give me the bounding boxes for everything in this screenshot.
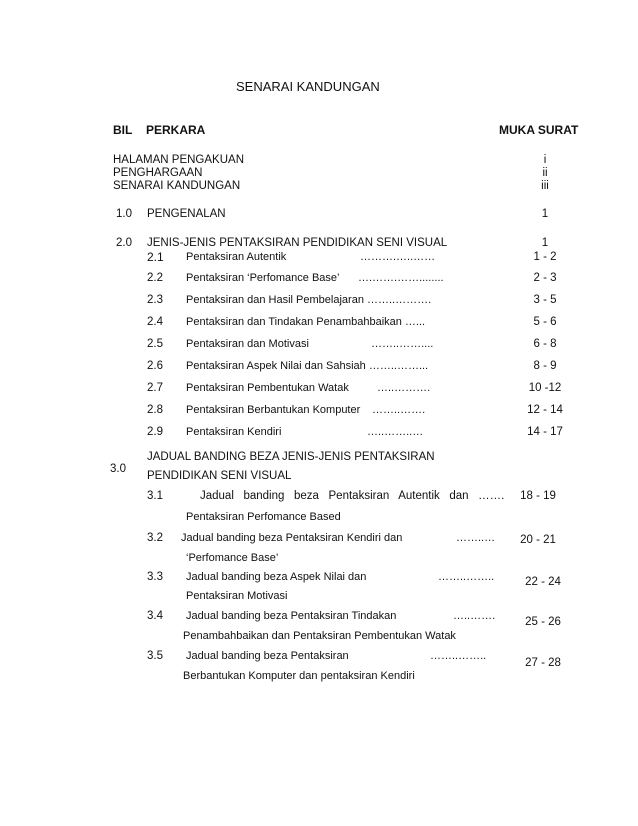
prelim-label: SENARAI KANDUNGAN: [113, 180, 241, 192]
item-number: 2.1: [147, 250, 164, 264]
section-page: 1: [541, 208, 549, 220]
item-leader-dots: …..…….: [453, 610, 496, 622]
item-page: 6 - 8: [533, 338, 557, 350]
section-number: 1.0: [116, 208, 132, 220]
section-title: PENGENALAN: [147, 208, 226, 220]
item-label: Jadual banding beza Pentaksiran Autentik dan …….: [200, 490, 505, 502]
item-page: 2 - 3: [533, 272, 557, 284]
section-title: JADUAL BANDING BEZA JENIS-JENIS PENTAKSIRAN: [147, 451, 435, 463]
item-page: 27 - 28: [525, 657, 561, 669]
item-label-line2: Pentaksiran Perfomance Based: [186, 511, 341, 523]
item-number: 2.7: [147, 382, 163, 394]
item-leader-dots: ……..……..: [430, 650, 487, 662]
section-number: 2.0: [116, 237, 132, 249]
header-muka-surat: MUKA SURAT: [499, 123, 579, 137]
item-page: 5 - 6: [533, 316, 557, 328]
item-leader-dots: …..……….: [377, 382, 431, 394]
header-bil: BIL: [113, 123, 133, 137]
item-number: 3.4: [147, 610, 163, 622]
item-label: Pentaksiran Pembentukan Watak: [186, 382, 349, 394]
item-page: 20 - 21: [520, 534, 556, 546]
item-number: 3.5: [147, 650, 163, 662]
item-number: 3.3: [147, 571, 163, 583]
item-label: Jadual banding beza Pentaksiran Tindakan: [186, 610, 397, 622]
item-label: Pentaksiran dan Hasil Pembelajaran ……..……….: [186, 294, 432, 306]
item-number: 2.8: [147, 404, 163, 416]
item-label: Pentaksiran Kendiri: [186, 426, 282, 438]
prelim-page: i: [543, 154, 547, 166]
item-label-line2: Berbantukan Komputer dan pentaksiran Kendiri: [183, 670, 415, 682]
item-page: 14 - 17: [527, 426, 563, 438]
prelim-label: PENGHARGAAN: [113, 167, 203, 179]
item-leader-dots: ……..……....: [371, 338, 434, 350]
section-number: 3.0: [110, 463, 126, 475]
item-leader-dots: ……….…..……: [360, 251, 436, 263]
item-page: 8 - 9: [533, 360, 557, 372]
item-label: Pentaksiran Aspek Nilai dan Sahsiah ……..……...: [186, 360, 429, 372]
section-title-line2: PENDIDIKAN SENI VISUAL: [147, 470, 292, 482]
prelim-page: ii: [542, 167, 548, 179]
item-label: Jadual banding beza Pentaksiran: [186, 650, 349, 662]
item-page: 22 - 24: [525, 576, 561, 588]
item-label: Pentaksiran Autentik: [186, 251, 287, 263]
item-label: Pentaksiran Berbantukan Komputer: [186, 404, 361, 416]
item-number: 2.4: [147, 316, 163, 328]
item-leader-dots: ……..…….: [372, 404, 426, 416]
item-label-line2: Pentaksiran Motivasi: [186, 590, 288, 602]
section-title: JENIS-JENIS PENTAKSIRAN PENDIDIKAN SENI VISUAL: [147, 237, 448, 249]
item-number: 2.9: [147, 426, 163, 438]
section-page: 1: [541, 237, 549, 249]
item-label: Pentaksiran dan Tindakan Penambahbaikan …...: [186, 316, 426, 328]
item-page: 18 - 19: [520, 490, 556, 502]
item-number: 2.5: [147, 338, 163, 350]
item-number: 2.3: [147, 294, 163, 306]
header-perkara: PERKARA: [146, 123, 206, 137]
item-page: 12 - 14: [527, 404, 563, 416]
item-leader-dots: ……..…: [456, 532, 496, 544]
prelim-page: iii: [541, 180, 549, 192]
item-label: Pentaksiran ‘Perfomance Base’: [186, 272, 340, 284]
item-page: 1 - 2: [533, 251, 557, 263]
item-label-line2: ‘Perfomance Base’: [186, 552, 279, 564]
item-label: Jadual banding beza Pentaksiran Kendiri dan: [181, 532, 403, 544]
item-page: 3 - 5: [533, 294, 557, 306]
prelim-label: HALAMAN PENGAKUAN: [113, 154, 245, 166]
item-label: Pentaksiran dan Motivasi: [186, 338, 309, 350]
page-title: SENARAI KANDUNGAN: [236, 79, 380, 94]
item-page: 10 -12: [528, 382, 562, 394]
item-page: 25 - 26: [525, 616, 561, 628]
item-number: 3.1: [147, 490, 163, 502]
item-label: Jadual banding beza Aspek Nilai dan: [186, 571, 367, 583]
item-number: 2.2: [147, 272, 163, 284]
item-number: 3.2: [147, 532, 163, 544]
item-leader-dots: …..……..…: [367, 426, 424, 438]
item-number: 2.6: [147, 360, 163, 372]
item-label-line2: Penambahbaikan dan Pentaksiran Pembentukan Watak: [183, 630, 456, 642]
item-leader-dots: ….…….……........: [358, 272, 444, 284]
item-leader-dots: ……..……..: [438, 571, 495, 583]
